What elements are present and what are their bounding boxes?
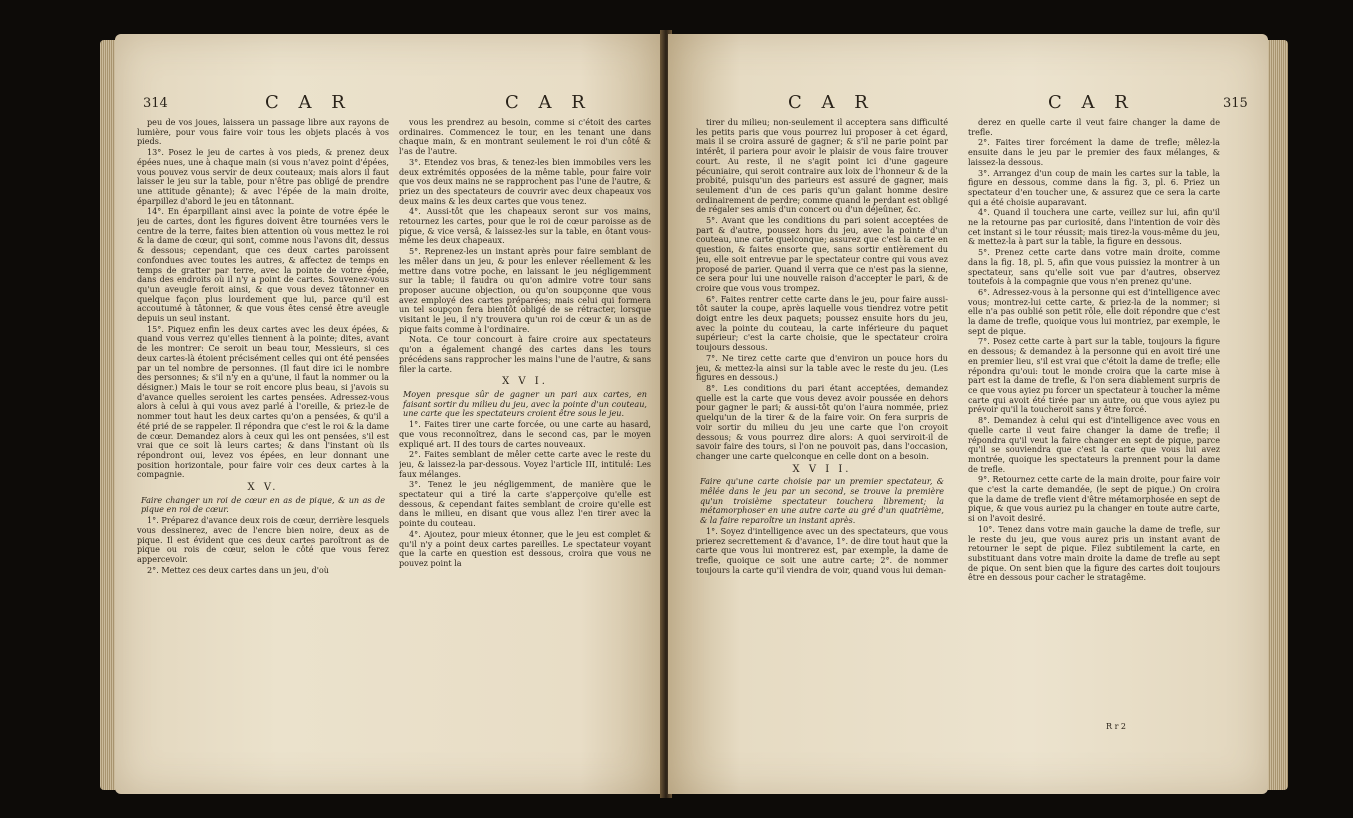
signature-mark: R r 2 (1106, 722, 1127, 731)
paragraph: 5°. Prenez cette carte dans votre main droite, comme dans la fig. 18, pl. 5, afin que vous puissiez la montrer à un spectateur, sans qu'elle soit vue par d'autres, observez toutefois à la compagnie que vous n'en prenez qu'une. (968, 247, 1220, 287)
paragraph: 1°. Soyez d'intelligence avec un des spectateurs, que vous prierez secrettement & d'avance, 1°. de dire tout haut que la carte que vous lui montrerez est, par exemple, la dame de trefle, quoique ce soit une autre carte; 2°. de nommer toujours la carte qu'il viendra de voir, quand vous lui deman- (696, 525, 948, 575)
section-title: Faire changer un roi de cœur en as de pique, & un as de pique en roi de cœur. (141, 494, 385, 515)
right-column-2 (968, 118, 1220, 818)
paragraph: 9°. Retournez cette carte de la main droite, pour faire voir que c'est la carte demandée, (le sept de pique.) On croira que la dame de trefle vient d'être métamorphosée en sept de pique, & que vous auriez pu la changer en toute autre carte, si on l'avoit desiré. (968, 474, 1220, 524)
paragraph: 10°. Tenez dans votre main gauche la dame de trefle, sur le reste du jeu, que vous aurez pris un instant avant de retourner le sept de pique. Filez subtilement la carte, en substituant dans votre main droite la dame de trefle au sept de pique. On sent bien que la figure des cartes doit toujours être en dessous pour cacher le stratagême. (968, 523, 1220, 583)
section-heading: X V I. (502, 376, 548, 388)
paragraph: 3°. Etendez vos bras, & tenez-les bien immobiles vers les deux extrémités opposées de la même table, pour faire voir que vos deux mains ne se rapprochent pas l'une de l'autre, & priez un des spectateurs de couvrir avec deux chapeaux vos deux mains & les deux cartes que vous tenez. (399, 156, 651, 206)
paragraph: 3°. Arrangez d'un coup de main les cartes sur la table, la figure en dessous, comme dans la fig. 3, pl. 6. Priez un spectateur d'en toucher une, & assurez que ce sera la carte qui a été choisie auparavant. (968, 167, 1220, 207)
paragraph: 2°. Mettez ces deux cartes dans un jeu, d'où (147, 564, 330, 575)
right-page (668, 34, 1268, 794)
paragraph: 15°. Piquez enfin les deux cartes avec les deux épées, & quand vous verrez qu'elles tiennent à la pointe; dites, avant de les montrer: Ce seroit un beau tour, Messieurs, si ces deux cartes-là étoient précisément celles qui ont été pensées par un tel nombre de personnes. (Il faut dire ici le nombre des personnes; & s'il n'y en a qu'une, il faut la nommer ou la désigner.) Mais le tour se roit encore plus beau, si j'avois su d'avance quelles seroient les cartes pensées. Adressez-vous alors à celui à qui vous avez parlé à l'oreille, & priez-le de nommer tout haut les deux cartes qu'on a pensées, & qu'il a été prié de se rappeler. Il répondra que c'est le roi & la dame de cœur. Demandez alors à ceux qui les ont pensées, s'il est vrai que ce soit là leurs cartes; & dans l'instant où ils répondront oui, levez vos épées, en leur donnant une position horizontale, pour faire voir ces deux cartes à la compagnie. (137, 323, 389, 480)
paragraph: 7°. Ne tirez cette carte que d'environ un pouce hors du jeu, & mettez-la ainsi sur la table avec le reste du jeu. (Les figures en dessous.) (696, 352, 948, 383)
paragraph: derez en quelle carte il veut faire changer la dame de trefle. (968, 118, 1220, 137)
left-running-head-2: C A R (505, 92, 592, 113)
paragraph: 1°. Préparez d'avance deux rois de cœur, derrière lesquels vous dessinerez, avec de l'encre bien noire, deux as de pique. Il est évident que ces deux cartes paroîtront as de pique ou rois de cœur, selon le côté que vous ferez appercevoir. (137, 515, 389, 564)
paragraph: 2°. Faites tirer forcément la dame de trefle; mêlez-la ensuite dans le jeu par le premier des faux mélanges, & laissez-la dessous. (968, 137, 1220, 167)
section-title: Moyen presque sûr de gagner un pari aux cartes, en faisant sortir du milieu du jeu, avec la pointe d'un couteau, une carte que les spectateurs croient être sous le jeu. (403, 388, 647, 419)
section-heading: X V. (247, 482, 279, 494)
section-heading: X V I I. (792, 463, 852, 475)
paragraph: 14°. En éparpillant ainsi avec la pointe de votre épée le jeu de cartes, dont les figures doivent être tournées vers le centre de la terre, faites bien attention où vous mettez le roi & la dame de cœur, qui sont, comme nous l'avons dit, dessus & dessous; cependant, que ces deux cartes paroissent confondues avec toutes les autres, & affectez de temps en temps de gratter par terre, avec la pointe de votre épée, dans des endroits où il n'y a point de cartes. Souvenez-vous qu'un aveugle feroit ainsi, & que vous devez tâtonner en quelque façon plus lourdement que lui, parce qu'il est accoutumé à tâtonner, & que vous êtes censé être aveugle depuis un seul instant. (137, 206, 389, 324)
paragraph: 5°. Avant que les conditions du pari soient acceptées de part & d'autre, poussez hors du jeu, avec la pointe d'un couteau, une carte quelconque; assurez que c'est la carte en question, & faites ensorte que, sans sortir entièrement du jeu, elle soit entrevue par le spectateur contre qui vous avez proposé de parier. Quand il verra que ce n'est pas la sienne, ce sera pour lui une nouvelle raison d'accepter le pari, & de croire que vous vous trompez. (696, 215, 948, 293)
paragraph: 4°. Quand il touchera une carte, veillez sur lui, afin qu'il ne la retourne pas par curiosité, dans l'intention de voir dès cet instant si le tour réussit; mais tirez-la vous-même du jeu, & mettez-la à part sur la table, la figure en dessous. (968, 207, 1220, 247)
section-title: Faire qu'une carte choisie par un premier spectateur, & mêlée dans le jeu par un second, se trouve la première qu'un troisième spectateur touchera librement; la métamorphoser en une autre carte au gré d'un quatrième, & la faire reparoître un instant après. (700, 476, 944, 526)
paragraph: 4°. Aussi-tôt que les chapeaux seront sur vos mains, retournez les cartes, pour que le roi de cœur paroisse as de pique, & vice versâ, & laissez-les sur la table, en ôtant vous-même les deux chapeaux. (399, 206, 651, 246)
left-page (115, 34, 663, 794)
paragraph: vous les prendrez au besoin, comme si c'étoit des cartes ordinaires. Commencez le tour, en les tenant une dans chaque main, & en montrant seulement le roi d'un côté & l'as de l'autre. (399, 118, 651, 157)
paragraph: 6°. Adressez-vous à la personne qui est d'intelligence avec vous; montrez-lui cette carte, & priez-la de la nommer; si elle n'a pas oublié son petit rôle, elle doit répondre que c'est la dame de trefle, quoique vous lui montriez, par exemple, le sept de pique. (968, 286, 1220, 336)
right-column-1 (696, 118, 948, 818)
left-page-number: 314 (143, 96, 168, 111)
paragraph: 13°. Posez le jeu de cartes à vos pieds, & prenez deux épées nues, une à chaque main (si vous n'avez point d'épées, vous pouvez vous servir de deux couteaux; mais alors il faut laisser le jeu sur la table, pour n'être pas obligé de prendre une attitude gênante); & avec l'épée de la main droite, éparpillez d'abord le jeu en tâtonnant. (137, 147, 389, 206)
right-running-head-1: C A R (788, 92, 875, 113)
paragraph: 6°. Faites rentrer cette carte dans le jeu, pour faire aussi-tôt sauter la coupe, après laquelle vous tiendrez votre petit doigt entre les deux paquets; poussez ensuite hors du jeu, avec la pointe du couteau, la carte inférieure du paquet supérieur; c'est la carte choisie, que le spectateur croira toujours dessous. (696, 293, 948, 353)
paragraph: tirer du milieu; non-seulement il acceptera sans difficulté les petits paris que vous pourrez lui proposer à cet égard, mais il se croira assuré de gagner; & s'il ne parie point par intérêt, il pariera pour avoir le plaisir de vous faire trouver court. Au reste, il ne s'agit point ici d'une gageure pécuniaire, qui seroit contraire aux loix de l'honneur & de la probité, puisqu'un des parieurs est assuré de gagner, mais seulement d'un de ces paris qu'un galant homme desire ordinairement de perdre; comme quand le perdant est obligé de régaler ses amis d'un concert ou d'un déjeûner, &c. (696, 118, 948, 215)
left-column-1 (137, 118, 389, 818)
left-running-head-1: C A R (265, 92, 352, 113)
paragraph: 8°. Les conditions du pari étant acceptées, demandez quelle est la carte que vous devez avoir poussée en dehors pour gagner le pari; & aussi-tôt qu'on l'aura nommée, priez quelqu'un de la tirer & de la faire voir. On fera surpris de voir sortir du milieu du jeu une carte que l'on croyoit dessous; & vous pourrez dire alors: A quoi serviroit-il de savoir faire des tours, si l'on ne pouvoit pas, dans l'occasion, changer une carte quelconque en celle dont on a besoin. (696, 382, 948, 461)
paragraph: 1°. Faites tirer une carte forcée, ou une carte au hasard, que vous reconnoîtrez, dans le second cas, par le moyen expliqué art. II des tours de cartes nouveaux. (399, 419, 651, 449)
paragraph: 4°. Ajoutez, pour mieux étonner, que le jeu est complet & qu'il n'y a point deux cartes pareilles. Le spectateur voyant que la carte en question est dessous, croira que vous ne pouvez point la (399, 528, 651, 568)
paragraph: 3°. Tenez le jeu négligemment, de manière que le spectateur qui a tiré la carte s'apperçoive qu'elle est dessous, & cependant faites semblant de croire qu'elle est dans le milieu, en disant que vous allez l'en tirer avec la pointe du couteau. (399, 479, 651, 529)
right-page-number: 315 (1223, 96, 1248, 111)
paragraph: Nota. Ce tour concourt à faire croire aux spectateurs qu'on a également changé des cartes dans les tours précédens sans rapprocher les mains l'une de l'autre, & sans filer la carte. (399, 334, 651, 374)
paragraph: 2°. Faites semblant de mêler cette carte avec le reste du jeu, & laissez-la par-dessous. Voyez l'article III, intitulé: Les faux mélanges. (399, 449, 651, 479)
paragraph: 7°. Posez cette carte à part sur la table, toujours la figure en dessous; & demandez à la personne qui en avoit tiré une en premier lieu, s'il est vrai que c'étoit la dame de trefle; elle répondra qu'oui: tout le monde croira que la carte mise à part est la dame de trefle, & l'on sera diablement surpris de ce que vous ayiez pu forcer un spectateur à toucher la même carte qui avoit été tirée par un autre, ou que vous ayiez pu prévoir qu'il la toucheroit sans y être forcé. (968, 336, 1220, 415)
paragraph: 5°. Reprenez-les un instant après pour faire semblant de les mêler dans un jeu, & pour les enlever réellement & les mettre dans votre poche, en laissant le jeu négligemment sur la table; il faudra ou qu'on admire votre tour sans proposer aucune objection, ou qu'on soupçonne que vous avez employé des cartes préparées; mais celui qui formera un tel soupçon fera bientôt obligé de se rétracter, lorsque visitant le jeu, il n'y trouvera qu'un roi de cœur & un as de pique faits comme à l'ordinaire. (399, 246, 651, 334)
left-column-2 (399, 118, 651, 818)
paragraph: 8°. Demandez à celui qui est d'intelligence avec vous en quelle carte il veut faire changer la dame de trefle; il répondra qu'il veut la faire changer en sept de pique, parce qu'il se souviendra que c'est la carte que vous lui avez montrée, quoique les spectateurs la prennent pour la dame de trefle. (968, 415, 1220, 474)
paragraph: peu de vos joues, laissera un passage libre aux rayons de lumière, pour vous faire voir tous les objets placés à vos pieds. (137, 118, 389, 147)
right-running-head-2: C A R (1048, 92, 1135, 113)
right-page-edges (1266, 40, 1288, 790)
